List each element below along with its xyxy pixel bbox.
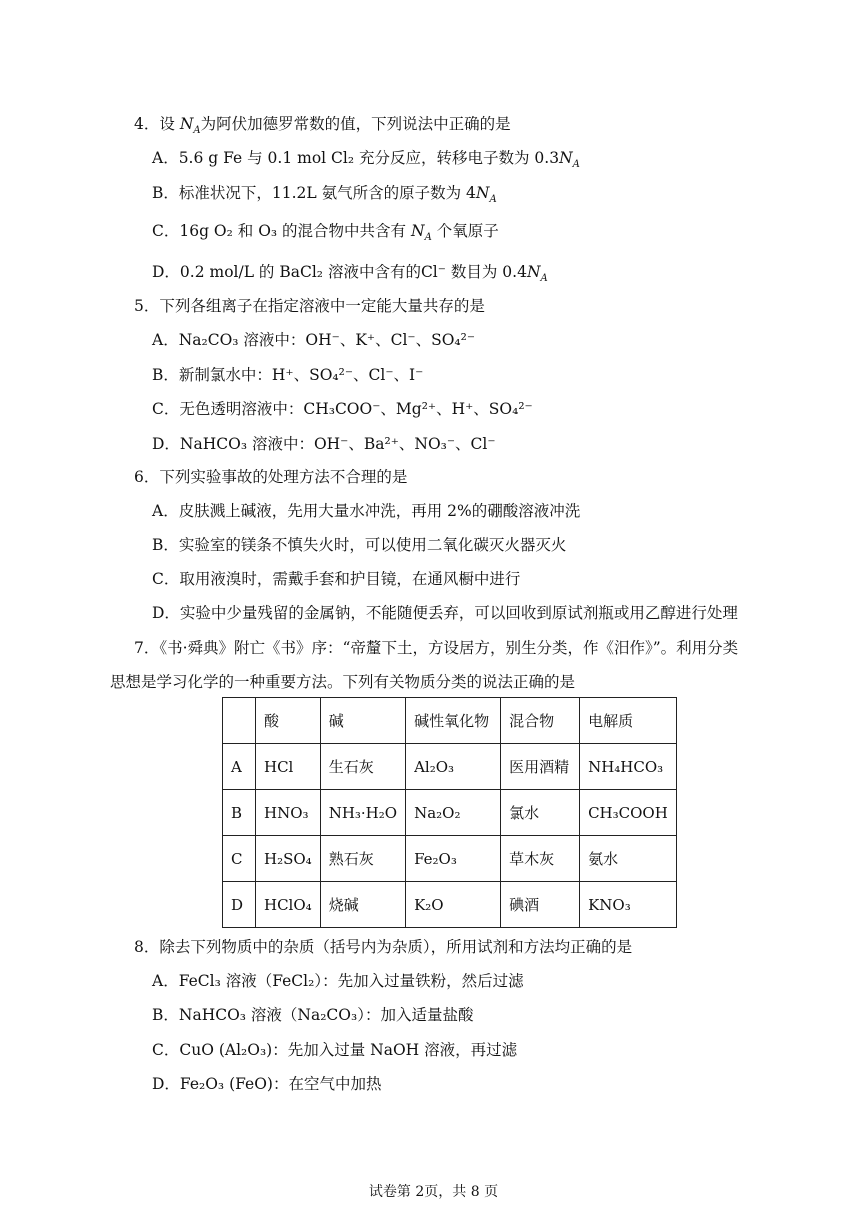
table-cell: 氯水 [501, 790, 580, 836]
table-cell: 医用酒精 [501, 744, 580, 790]
page-footer: 试卷第 2页，共 8 页 [368, 1184, 499, 1200]
table-header-cell: 混合物 [501, 698, 580, 744]
q7-stem-line2: 思想是学习化学的一种重要方法。下列有关物质分类的说法正确的是 [110, 673, 576, 691]
table-cell: C [223, 836, 256, 882]
table-cell: NH₄HCO₃ [580, 744, 677, 790]
q8-option-b: B．NaHCO₃ 溶液（Na₂CO₃）：加入适量盐酸 [152, 1006, 474, 1024]
q5-stem: 5．下列各组离子在指定溶液中一定能大量共存的是 [134, 297, 485, 315]
q4-option-c: C．16g O₂ 和 O₃ 的混合物中共含有 $N_A$ 个氧原子 [152, 222, 499, 244]
q6-option-d: D．实验中少量残留的金属钠，不能随便丢弃，可以回收到原试剂瓶或用乙醇进行处理 [152, 604, 738, 622]
table-cell: HNO₃ [256, 790, 321, 836]
table-header-cell: 电解质 [580, 698, 677, 744]
table-cell: 烧碱 [320, 882, 405, 928]
table-cell: 生石灰 [320, 744, 405, 790]
q4-stem: 4．设 $N_A$为阿伏加德罗常数的值，下列说法中正确的是 [134, 115, 511, 137]
table-cell: 熟石灰 [320, 836, 405, 882]
q7-stem-line1: 7．《书·舜典》附亡《书》序：“帝釐下土，方设居方，别生分类，作《汨作》”。利用分类 [134, 639, 739, 657]
table-cell: 氨水 [580, 836, 677, 882]
table-cell: Na₂O₂ [406, 790, 501, 836]
table-header-cell [223, 698, 256, 744]
table-header-row [223, 698, 677, 744]
table-cell: K₂O [406, 882, 501, 928]
q8-option-a: A．FeCl₃ 溶液（FeCl₂）：先加入过量铁粉，然后过滤 [152, 972, 524, 990]
table-header-cell: 碱性氧化物 [406, 698, 501, 744]
table-cell: B [223, 790, 256, 836]
q4-option-d: D．0.2 mol/L 的 BaCl₂ 溶液中含有的Cl⁻ 数目为 $0.4N_A$ [152, 263, 548, 285]
table-cell: Al₂O₃ [406, 744, 501, 790]
table-cell: D [223, 882, 256, 928]
q5-option-c: C．无色透明溶液中：CH₃COO⁻、Mg²⁺、H⁺、SO₄²⁻ [152, 400, 533, 418]
table-cell: H₂SO₄ [256, 836, 321, 882]
q5-option-a: A．Na₂CO₃ 溶液中：OH⁻、K⁺、Cl⁻、SO₄²⁻ [152, 331, 476, 349]
table-header-cell: 碱 [320, 698, 405, 744]
table-row [223, 836, 677, 882]
table-row [223, 882, 677, 928]
q6-option-b: B．实验室的镁条不慎失火时，可以使用二氧化碳灭火器灭火 [152, 536, 567, 554]
q8-option-c: C．CuO (Al₂O₃)：先加入过量 NaOH 溶液，再过滤 [152, 1041, 518, 1059]
q8-stem: 8．除去下列物质中的杂质（括号内为杂质），所用试剂和方法均正确的是 [134, 938, 633, 956]
q8-option-d: D．Fe₂O₃ (FeO)：在空气中加热 [152, 1075, 382, 1093]
q4-option-a: A．5.6 g Fe 与 0.1 mol Cl₂ 充分反应，转移电子数为 $0.3N_A$ [152, 149, 580, 171]
table-header-cell: 酸 [256, 698, 321, 744]
q5-option-b: B．新制氯水中：H⁺、SO₄²⁻、Cl⁻、I⁻ [152, 366, 424, 384]
table-cell: HCl [256, 744, 321, 790]
table-row [223, 744, 677, 790]
q5-option-d: D．NaHCO₃ 溶液中：OH⁻、Ba²⁺、NO₃⁻、Cl⁻ [152, 435, 496, 453]
table-cell: Fe₂O₃ [406, 836, 501, 882]
q6-option-a: A．皮肤溅上碱液，先用大量水冲洗，再用 2%的硼酸溶液冲洗 [152, 502, 581, 520]
q6-stem: 6．下列实验事故的处理方法不合理的是 [134, 468, 408, 486]
table-cell: CH₃COOH [580, 790, 677, 836]
q6-option-c: C．取用液溴时，需戴手套和护目镜，在通风橱中进行 [152, 570, 521, 588]
na-symbol: $N_A$ [179, 115, 201, 137]
table-cell: 碘酒 [501, 882, 580, 928]
table-cell: 草木灰 [501, 836, 580, 882]
table-row [223, 790, 677, 836]
table-cell: KNO₃ [580, 882, 677, 928]
q4-option-b: B．标准状况下，11.2L 氨气所含的原子数为 $4N_A$ [152, 184, 497, 206]
table-cell: HClO₄ [256, 882, 321, 928]
classification-table [222, 697, 677, 928]
table-cell: A [223, 744, 256, 790]
table-cell: NH₃·H₂O [320, 790, 405, 836]
